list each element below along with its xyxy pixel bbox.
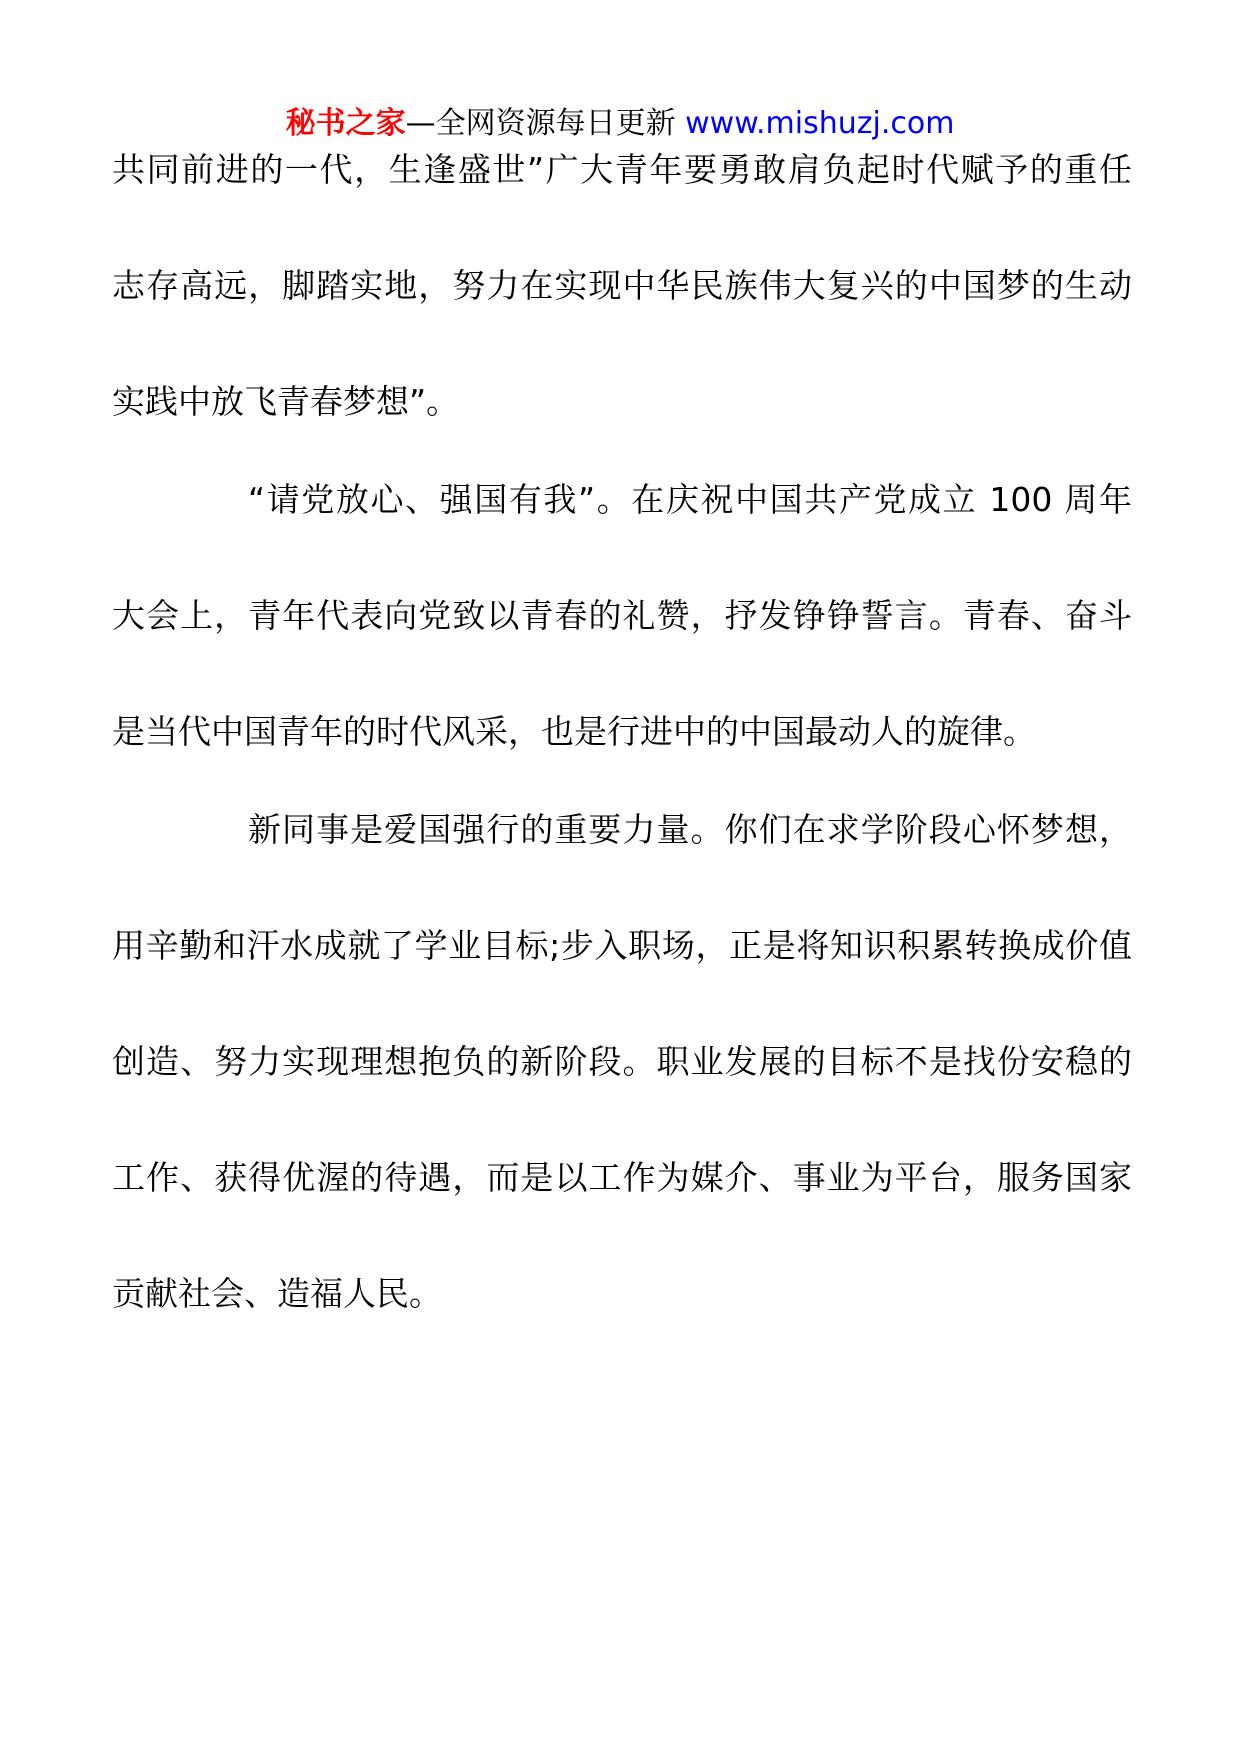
website-link[interactable]: www.mishuzj.com xyxy=(685,106,955,141)
text-line: 是当代中国青年的时代风采，也是行进中的中国最动人的旋律。 xyxy=(112,712,1036,751)
brand-name: 秘书之家 xyxy=(285,106,406,141)
text-line: 贡献社会、造福人民。 xyxy=(112,1274,442,1313)
text-line: 共同前进的一代，生逢盛世”广大青年要勇敢肩负起时代赋予的重任 xyxy=(112,150,1132,189)
text-line: 实践中放飞青春梦想”。 xyxy=(112,382,460,421)
text-line: “请党放心、强国有我”。在庆祝中国共产党成立 100 周年 xyxy=(248,480,1132,519)
text-line: 创造、努力实现理想抱负的新阶段。职业发展的目标不是找份安稳的 xyxy=(112,1042,1132,1081)
text-line: 工作、获得优渥的待遇，而是以工作为媒介、事业为平台，服务国家 xyxy=(112,1158,1132,1197)
page-header xyxy=(0,104,1240,144)
header-slogan: —全网资源每日更新 xyxy=(405,106,676,141)
text-line: 志存高远，脚踏实地，努力在实现中华民族伟大复兴的中国梦的生动 xyxy=(112,266,1132,305)
text-line: 用辛勤和汗水成就了学业目标;步入职场，正是将知识积累转换成价值 xyxy=(112,926,1132,965)
text-line: 大会上，青年代表向党致以青春的礼赞，抒发铮铮誓言。青春、奋斗 xyxy=(112,596,1132,635)
text-line: 新同事是爱国强行的重要力量。你们在求学阶段心怀梦想， xyxy=(248,810,1132,849)
